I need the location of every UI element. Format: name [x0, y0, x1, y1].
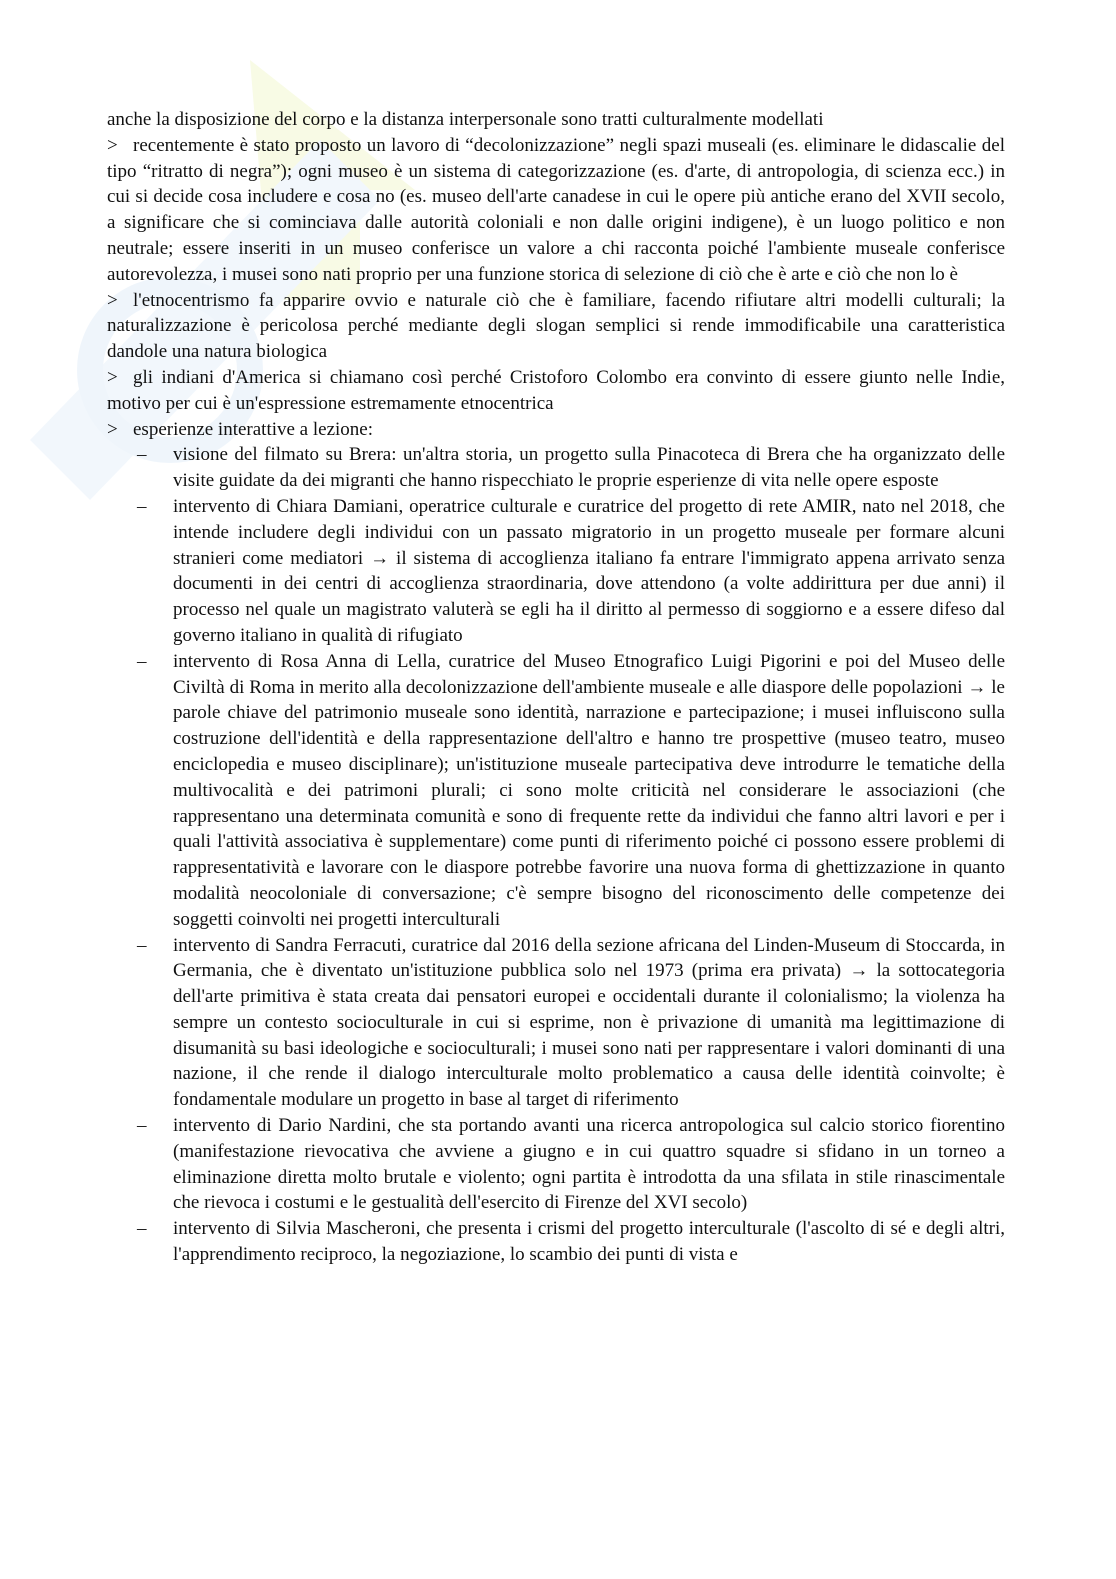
paragraph-indiani: [107, 365, 1005, 417]
paragraph-text: recentemente è stato proposto un lavoro di “decolonizzazione” negli spazi museali (es. eliminare le didascalie del tipo “ritratto di negra”); ogni museo è un sistema di categorizzazione (es. d'arte, di antropologia, di scienza ecc.) in cui si decide cosa includere e cosa no (es. museo dell'arte canadese in cui le opere più antiche erano del XVII secolo, a significare che si cominciava dalle autorità coloniali e non dalle origini indigene), è un luogo politico e non neutrale; essere inseriti in un museo conferisce un valore a chi racconta poiché l'ambiente museale conferisce autorevolezza, i musei sono nati proprio per una funzione storica di selezione di ciò che è arte e ciò che non lo è: [107, 134, 1005, 285]
paragraph-marker: >: [107, 366, 118, 388]
bullet-dash: –: [137, 934, 147, 956]
paragraph-text: l'etnocentrismo fa apparire ovvio e naturale ciò che è familiare, facendo rifiutare altri modelli culturali; la naturalizzazione è pericolosa perché mediante degli slogan semplici si rende immodificabile una caratteristica dandole una natura biologica: [107, 289, 1005, 363]
paragraph-esperienze: [107, 417, 1005, 443]
paragraph-text: esperienze interattive a lezione:: [133, 418, 374, 440]
list-item: [137, 1113, 1005, 1216]
list-item: [137, 649, 1005, 933]
list-item: [137, 494, 1005, 649]
bullet-dash: –: [137, 1115, 147, 1137]
paragraph-text: gli indiani d'America si chiamano così perché Cristoforo Colombo era convinto di essere giunto nelle Indie, motivo per cui è un'espressione estremamente etnocentrica: [107, 366, 1005, 414]
paragraph-marker: >: [107, 289, 118, 311]
bullet-dash: –: [137, 1218, 147, 1240]
list-item-text: intervento di Sandra Ferracuti, curatrice dal 2016 della sezione africana del Linden-Museum di Stoccarda, in Germania, che è diventato un'istituzione pubblica solo nel 1973 (prima era privata) → la sottocategoria dell'arte primitiva è stata creata dai pensatori europei e occidentali durante il colonialismo; la violenza ha sempre un contesto socioculturale in cui si esprime, non è privazione di umanità ma legittimazione di disumanità su basi ideologiche e socioculturali; i musei sono nati per rappresentare i valori dominanti di una nazione, il che rende il dialogo interculturale molto problematico a causa delle identità coinvolte; è fondamentale modulare un progetto in base al target di riferimento: [173, 934, 1005, 1111]
bullet-dash: –: [137, 650, 147, 672]
paragraph-etnocentrismo: [107, 288, 1005, 365]
list-item-text: intervento di Silvia Mascheroni, che presenta i crismi del progetto interculturale (l'ascolto di sé e degli altri, l'apprendimento reciproco, la negoziazione, lo scambio dei punti di vista e: [173, 1218, 1005, 1266]
list-item-text: visione del filmato su Brera: un'altra storia, un progetto sulla Pinacoteca di Brera che ha organizzato delle visite guidate da dei migranti che hanno rispecchiato le proprie esperienze di vita nelle opere esposte: [173, 444, 1005, 492]
paragraph-intro: anche la disposizione del corpo e la distanza interpersonale sono tratti culturalmente modellati: [107, 109, 824, 130]
list-item: [137, 442, 1005, 494]
list-item: [137, 1216, 1005, 1268]
bullet-dash: –: [137, 444, 147, 466]
document-page: [107, 107, 1005, 1268]
bullet-dash: –: [137, 495, 147, 517]
paragraph-marker: >: [107, 418, 118, 440]
paragraph-decolonizzazione: [107, 133, 1005, 288]
list-item-text: intervento di Dario Nardini, che sta portando avanti una ricerca antropologica sul calcio storico fiorentino (manifestazione rievocativa che avviene a giugno e in cui quattro squadre si sfidano in un torneo a eliminazione diretta molto brutale e violento; ogni partita è introdotta da una sfilata in stile rinascimentale che rievoca i costumi e le gestualità dell'esercito di Firenze del XVI secolo): [173, 1115, 1005, 1214]
experiences-list: [107, 442, 1005, 1268]
list-item: [137, 933, 1005, 1114]
list-item-text: intervento di Rosa Anna di Lella, curatrice del Museo Etnografico Luigi Pigorini e poi del Museo delle Civiltà di Roma in merito alla decolonizzazione dell'ambiente museale e alle diaspore delle popolazioni → le parole chiave del patrimonio museale sono identità, narrazione e partecipazione; i musei influiscono sulla costruzione dell'identità e della rappresentazione dell'altro e hanno tre prospettive (museo teatro, museo enciclopedia e museo disciplinare); un'istituzione museale partecipativa deve introdurre le tematiche della multivocalità e dei patrimoni plurali; ci sono molte criticità nel considerare le associazioni (che rappresentano una determinata comunità e sono di frequente rette da individui che fanno altri lavori e per i quali l'attività associativa è supplementare) come punti di riferimento poiché ci possono essere problemi di rappresentatività e lavorare con le diaspore potrebbe favorire una nuova forma di ghettizzazione in quanto modalità neocoloniale di conversazione; c'è sempre bisogno del riconoscimento delle competenze dei soggetti coinvolti nei progetti interculturali: [173, 650, 1005, 930]
list-item-text: intervento di Chiara Damiani, operatrice culturale e curatrice del progetto di rete AMIR, nato nel 2018, che intende includere degli individui con un passato migratorio in un progetto museale per formare alcuni stranieri come mediatori → il sistema di accoglienza italiano fa entrare l'immigrato appena arrivato senza documenti in dei centri di accoglienza straordinaria, dove attendono (a volte addirittura per due anni) il processo nel quale un magistrato valuterà se egli ha il diritto al permesso di soggiorno e a essere difeso dal governo italiano in qualità di rifugiato: [173, 495, 1005, 646]
paragraph-marker: >: [107, 134, 118, 156]
